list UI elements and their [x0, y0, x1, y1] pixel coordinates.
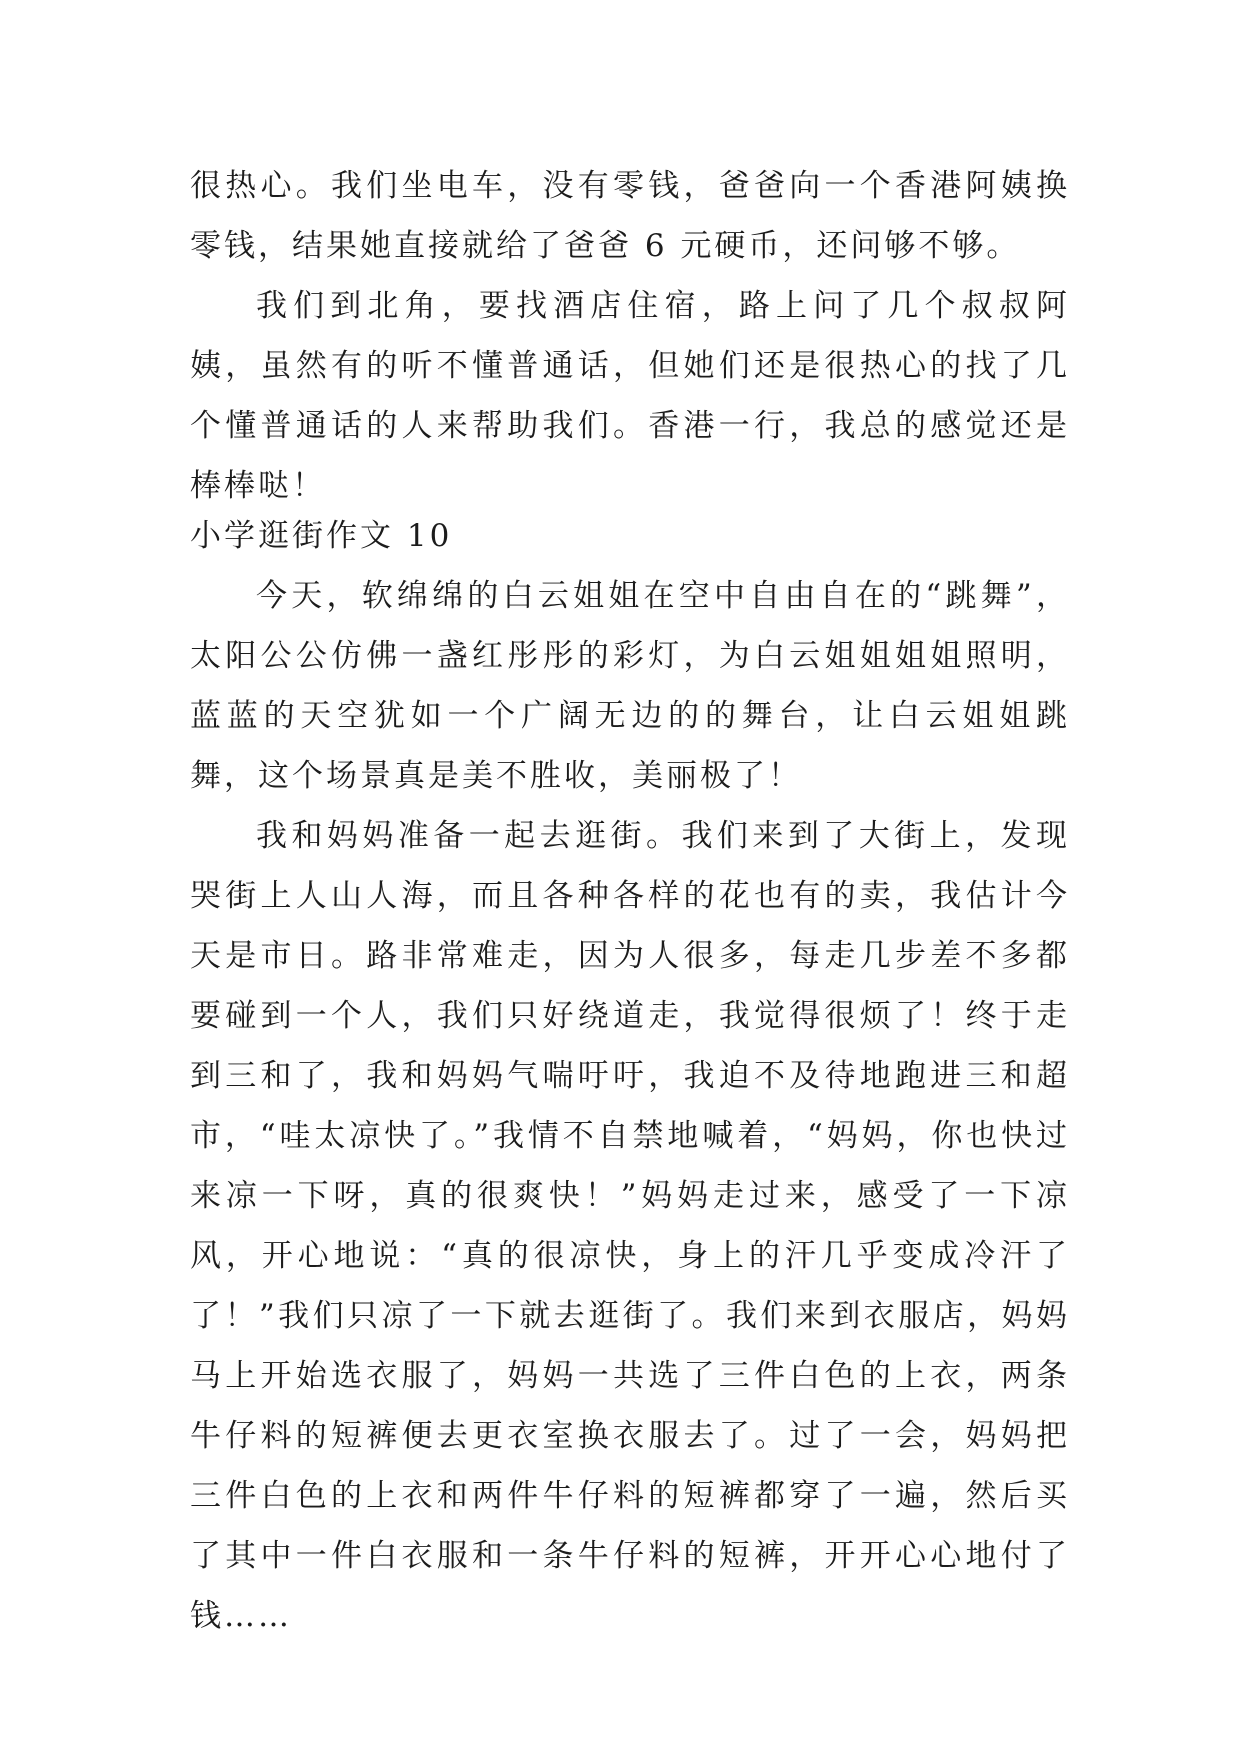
section-paragraph-2: 我和妈妈准备一起去逛街。我们来到了大街上，发现哭街上人山人海，而且各种各样的花也有的卖，我估计今天是市日。路非常难走，因为人很多，每走几步差不多都要碰到一个人，我们只好绕道走，我觉得很烦了！终于走到三和了，我和妈妈气喘吁吁，我迫不及待地跑进三和超市，“哇太凉快了。”我情不自禁地喊着，“妈妈，你也快过来凉一下呀，真的很爽快！”妈妈走过来，感受了一下凉风，开心地说：“真的很凉快，身上的汗几乎变成冷汗了了！”我们只凉了一下就去逛街了。我们来到衣服店，妈妈马上开始选衣服了，妈妈一共选了三件白色的上衣，两条牛仔料的短裤便去更衣室换衣服去了。过了一会，妈妈把三件白色的上衣和两件牛仔料的短裤都穿了一遍，然后买了其中一件白衣服和一条牛仔料的短裤，开开心心地付了钱…… — [190, 818, 1070, 1634]
section-paragraph-1: 今天，软绵绵的白云姐姐在空中自由自在的“跳舞”，太阳公公仿佛一盏红彤彤的彩灯，为白云姐姐姐姐照明，蓝蓝的天空犹如一个广阔无边的的舞台，让白云姐姐跳舞，这个场景真是美不胜收，美丽极了！ — [190, 578, 1070, 794]
continuation-paragraph-2: 我们到北角，要找酒店住宿，路上问了几个叔叔阿姨，虽然有的听不懂普通话，但她们还是很热心的找了几个懂普通话的人来帮助我们。香港一行，我总的感觉还是棒棒哒！ — [190, 288, 1070, 504]
essay-section — [190, 506, 1070, 1646]
section-title: 小学逛街作文 10 — [190, 518, 453, 554]
continuation-block — [190, 156, 1070, 516]
continuation-paragraph-1: 很热心。我们坐电车，没有零钱，爸爸向一个香港阿姨换零钱，结果她直接就给了爸爸 6 元硬币，还问够不够。 — [190, 168, 1070, 264]
